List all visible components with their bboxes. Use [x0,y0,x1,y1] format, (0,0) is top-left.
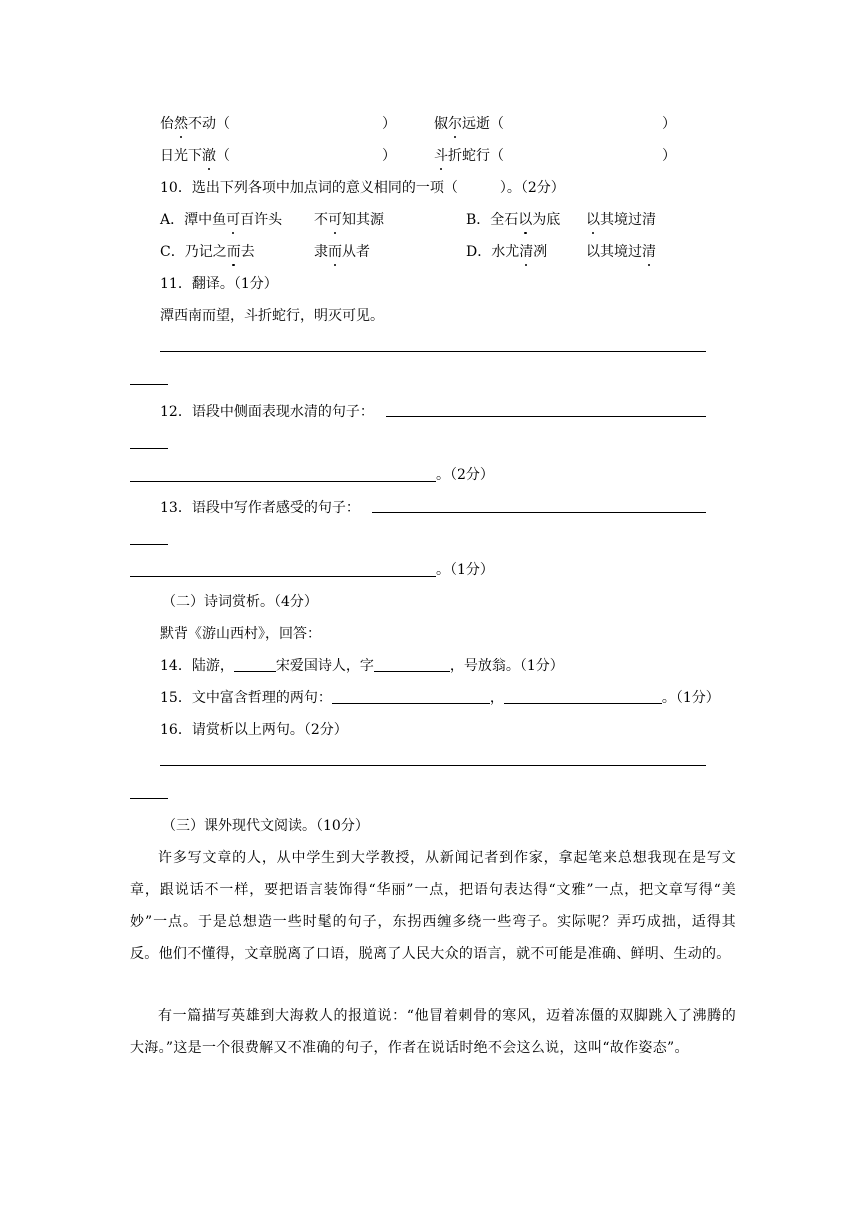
q12-stem: 12．语段中侧面表现水清的句子： [160,404,374,420]
section-2-heading: （二）诗词赏析。（4分） [162,594,318,610]
q9-close-1a: ） [382,116,396,132]
q12-score: 。（2分） [436,467,494,483]
q10-option-a-second [314,210,384,230]
q13-answer-line-2[interactable] [130,576,436,577]
dotted-char: 然 [174,116,188,132]
q15-text: 15．文中富含哲理的两句： [160,690,332,706]
q10-option-d [466,242,547,262]
q10-option-c-second [314,242,370,262]
q9-item-2b [434,146,504,166]
q15-line [160,688,720,708]
option-text: 知其源 [342,212,384,228]
q9-close-1b: ） [662,116,676,132]
q13-answer-line[interactable] [372,512,706,513]
option-text: 水尤 [491,244,520,260]
q10-option-b [466,210,560,230]
dotted-char: 可 [328,212,342,228]
q14-blank-dynasty[interactable] [234,657,276,672]
q13-score: 。（1分） [436,562,494,578]
option-text: 以其境过 [586,244,642,260]
dotted-char: 清 [519,244,534,260]
dotted-char: 以 [586,212,600,228]
option-text: 不 [314,212,328,228]
dotted-char: 斗 [434,148,448,164]
option-text: 其境过清 [600,212,656,228]
q16-stem: 16．请赏析以上两句。（2分） [160,722,348,738]
option-text: 全石 [490,212,519,228]
section-3-heading: （三）课外现代文阅读。（10分） [162,818,369,834]
option-text: 为底 [532,212,561,228]
q10-option-b-second [586,210,656,230]
q9-item-text: 俶 [434,116,448,132]
q9-item-1b [434,114,504,134]
q9-item-1a [160,114,230,134]
q12-answer-line-2[interactable] [130,481,436,482]
q9-item-text: 不动（ [188,116,230,132]
option-label: B． [466,212,491,228]
q11-answer-line-tail[interactable] [130,384,168,385]
option-text: 百许头 [240,212,283,228]
dotted-char: 尔 [448,116,462,132]
q14-line [160,656,564,676]
q9-close-2a: ） [382,148,396,164]
reading-paragraph-1: 许多写文章的人，从中学生到大学教授，从新闻记者到作家，拿起笔来总想我现在是写文章，跟说话不一样，要把语言装饰得“华丽”一点，把语句表达得“文雅”一点，把文章写得“美妙”一点。于是总想造一些时髦的句子，东拐西缠多绕一些弯子。实际呢？弄巧成拙，适得其反。他们不懂得，文章脱离了口语，脱离了人民大众的语言，就不可能是准确、鲜明、生动的。 [130,850,736,962]
q13-answer-line-tail[interactable] [130,544,168,545]
q9-item-text: 远逝（ [462,116,504,132]
q13-stem: 13．语段中写作者感受的句子： [160,500,360,516]
q16-answer-line[interactable] [160,765,706,766]
dotted-char: 而 [328,244,342,260]
dotted-char: 澈 [202,148,216,164]
dotted-char: 清 [642,244,656,260]
q9-item-text: 佁 [160,116,174,132]
q9-item-2a [160,146,230,166]
q11-stem: 11．翻译。（1分） [160,276,278,292]
option-text: 去 [240,244,255,260]
q11-answer-line[interactable] [160,351,706,352]
option-text: 乃记之 [184,244,227,260]
q14-text: 宋爱国诗人，字 [275,658,374,674]
option-text: 潭中鱼 [184,212,227,228]
q10-option-d-second [586,242,656,262]
q10-option-a [160,210,282,230]
q9-item-text: 折蛇行（ [448,148,504,164]
q15-blank-1[interactable] [332,689,490,704]
q9-close-2b: ） [662,148,676,164]
q14-blank-courtesy-name[interactable] [374,657,450,672]
section-2-intro: 默背《游山西村》，回答： [160,626,321,642]
q15-blank-2[interactable] [504,689,662,704]
q16-answer-line-tail[interactable] [130,798,168,799]
q15-text: ， [489,690,504,706]
q12-answer-line[interactable] [386,416,706,417]
q10-option-c [160,242,255,262]
dotted-char: 而 [226,244,241,260]
option-label: C． [160,244,185,260]
option-text: 从者 [342,244,370,260]
q9-item-text: 日光下 [160,148,202,164]
q10-stem: 10．选出下列各项中加点词的意义相同的一项（ ）。（2分） [160,180,565,196]
reading-paragraph-2: 有一篇描写英雄到大海救人的报道说：“他冒着刺骨的寒风，迈着冻僵的双脚跳入了沸腾的大海。”这是一个很费解又不准确的句子，作者在说话时绝不会这么说，这叫“故作姿态”。 [130,1008,736,1056]
q15-text: 。（1分） [661,690,720,706]
q14-text: 14．陆游， [160,658,234,674]
dotted-char: 可 [226,212,241,228]
q14-text: ，号放翁。（1分） [449,658,564,674]
option-text: 隶 [314,244,328,260]
dotted-char: 以 [518,212,533,228]
option-label: A． [160,212,185,228]
option-label: D． [466,244,492,260]
option-text: 冽 [533,244,548,260]
q9-item-text: （ [216,148,230,164]
q11-sentence: 潭西南而望，斗折蛇行，明灭可见。 [160,308,384,324]
q12-answer-line-tail[interactable] [130,448,168,449]
